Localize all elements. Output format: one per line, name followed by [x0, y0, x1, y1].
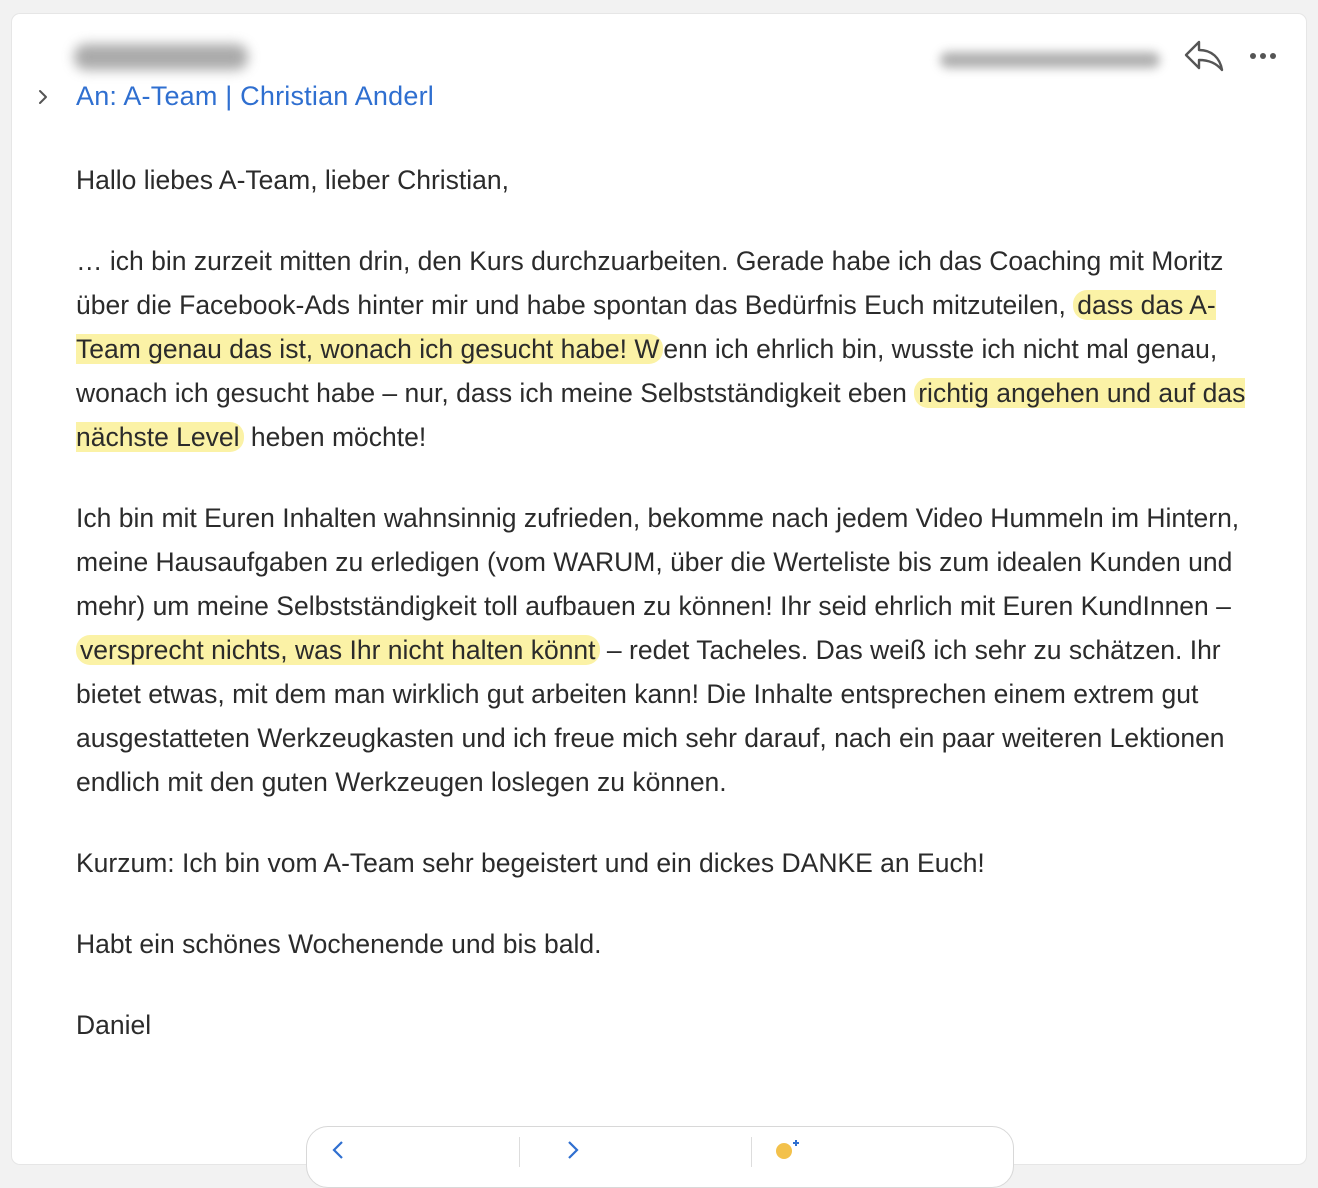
paragraph-text: Ich bin mit Euren Inhalten wahnsinnig zufrieden, bekomme nach jedem Video Hummeln im Hintern, meine Hausaufgaben zu erledigen (vom WARUM, über die Werteliste bis zum idealen Kunden und mehr) um meine Selbstständigkeit toll aufbauen zu können! Ihr seid ehrlich mit Euren KundInnen – — [76, 503, 1240, 621]
body-paragraph-4 — [76, 922, 1256, 966]
more-dot — [1270, 53, 1276, 59]
email-message-card — [12, 14, 1306, 1164]
email-body — [76, 158, 1256, 1084]
chevron-right-icon — [36, 86, 50, 108]
toolbar-reply-button[interactable] — [331, 1139, 359, 1161]
toolbar-divider — [519, 1137, 520, 1167]
signature-text: Daniel — [76, 1010, 152, 1040]
greeting-paragraph — [76, 158, 1256, 202]
body-paragraph-2 — [76, 496, 1256, 804]
more-horizontal-icon — [1250, 53, 1256, 59]
toolbar-divider — [751, 1137, 752, 1167]
quick-actions-toolbar — [306, 1126, 1014, 1188]
reply-button[interactable] — [1182, 38, 1226, 74]
paragraph-text: – redet Tacheles. Das weiß ich sehr zu schätzen. Ihr bietet etwas, mit dem man wirklich gut arbeiten kann! Die Inhalte entsprechen einem extrem gut ausgestatteten Werkzeugkasten und ich freue mich sehr darauf, nach ein paar weiteren Lektionen endlich mit den guten Werkzeugen loslegen zu können. — [76, 635, 1225, 797]
expand-recipients-button[interactable] — [36, 86, 54, 110]
highlighted-text: versprecht nichts, was Ihr nicht halten könnt — [76, 635, 600, 665]
reply-icon — [331, 1139, 359, 1161]
recipients-line[interactable]: An: A-Team | Christian Anderl — [76, 81, 434, 111]
sender-name-redacted — [74, 44, 248, 70]
paragraph-text: enn ich ehrlich bin, wusste ich nicht mal genau, wonach ich gesucht habe – nur, dass ich meine Selbstständigkeit eben — [76, 334, 1218, 408]
highlighted-text: richtig angehen und auf das nächste Level — [76, 378, 1246, 452]
paragraph-text: heben möchte! — [243, 422, 427, 452]
body-paragraph-1 — [76, 239, 1256, 459]
reply-icon — [1182, 38, 1226, 74]
paragraph-text: Kurzum: Ich bin vom A-Team sehr begeistert und ein dickes DANKE an Euch! — [76, 848, 985, 878]
toolbar-forward-button[interactable] — [555, 1139, 583, 1161]
highlighted-text: dass das A-Team genau das ist, wonach ich gesucht habe! W — [76, 290, 1216, 364]
forward-icon — [555, 1139, 583, 1161]
date-redacted — [940, 52, 1160, 68]
more-actions-button[interactable] — [1248, 44, 1282, 68]
toolbar-reaction-button[interactable] — [773, 1139, 801, 1161]
paragraph-text: Habt ein schönes Wochenende und bis bald. — [76, 929, 602, 959]
signature — [76, 1003, 1256, 1047]
emoji-icon — [773, 1139, 801, 1161]
greeting-text: Hallo liebes A-Team, lieber Christian, — [76, 165, 510, 195]
more-dot — [1260, 53, 1266, 59]
body-paragraph-3 — [76, 841, 1256, 885]
paragraph-text: … ich bin zurzeit mitten drin, den Kurs durchzuarbeiten. Gerade habe ich das Coaching mit Moritz über die Facebook-Ads hinter mir und habe spontan das Bedürfnis Euch mitzuteilen, — [76, 246, 1224, 320]
